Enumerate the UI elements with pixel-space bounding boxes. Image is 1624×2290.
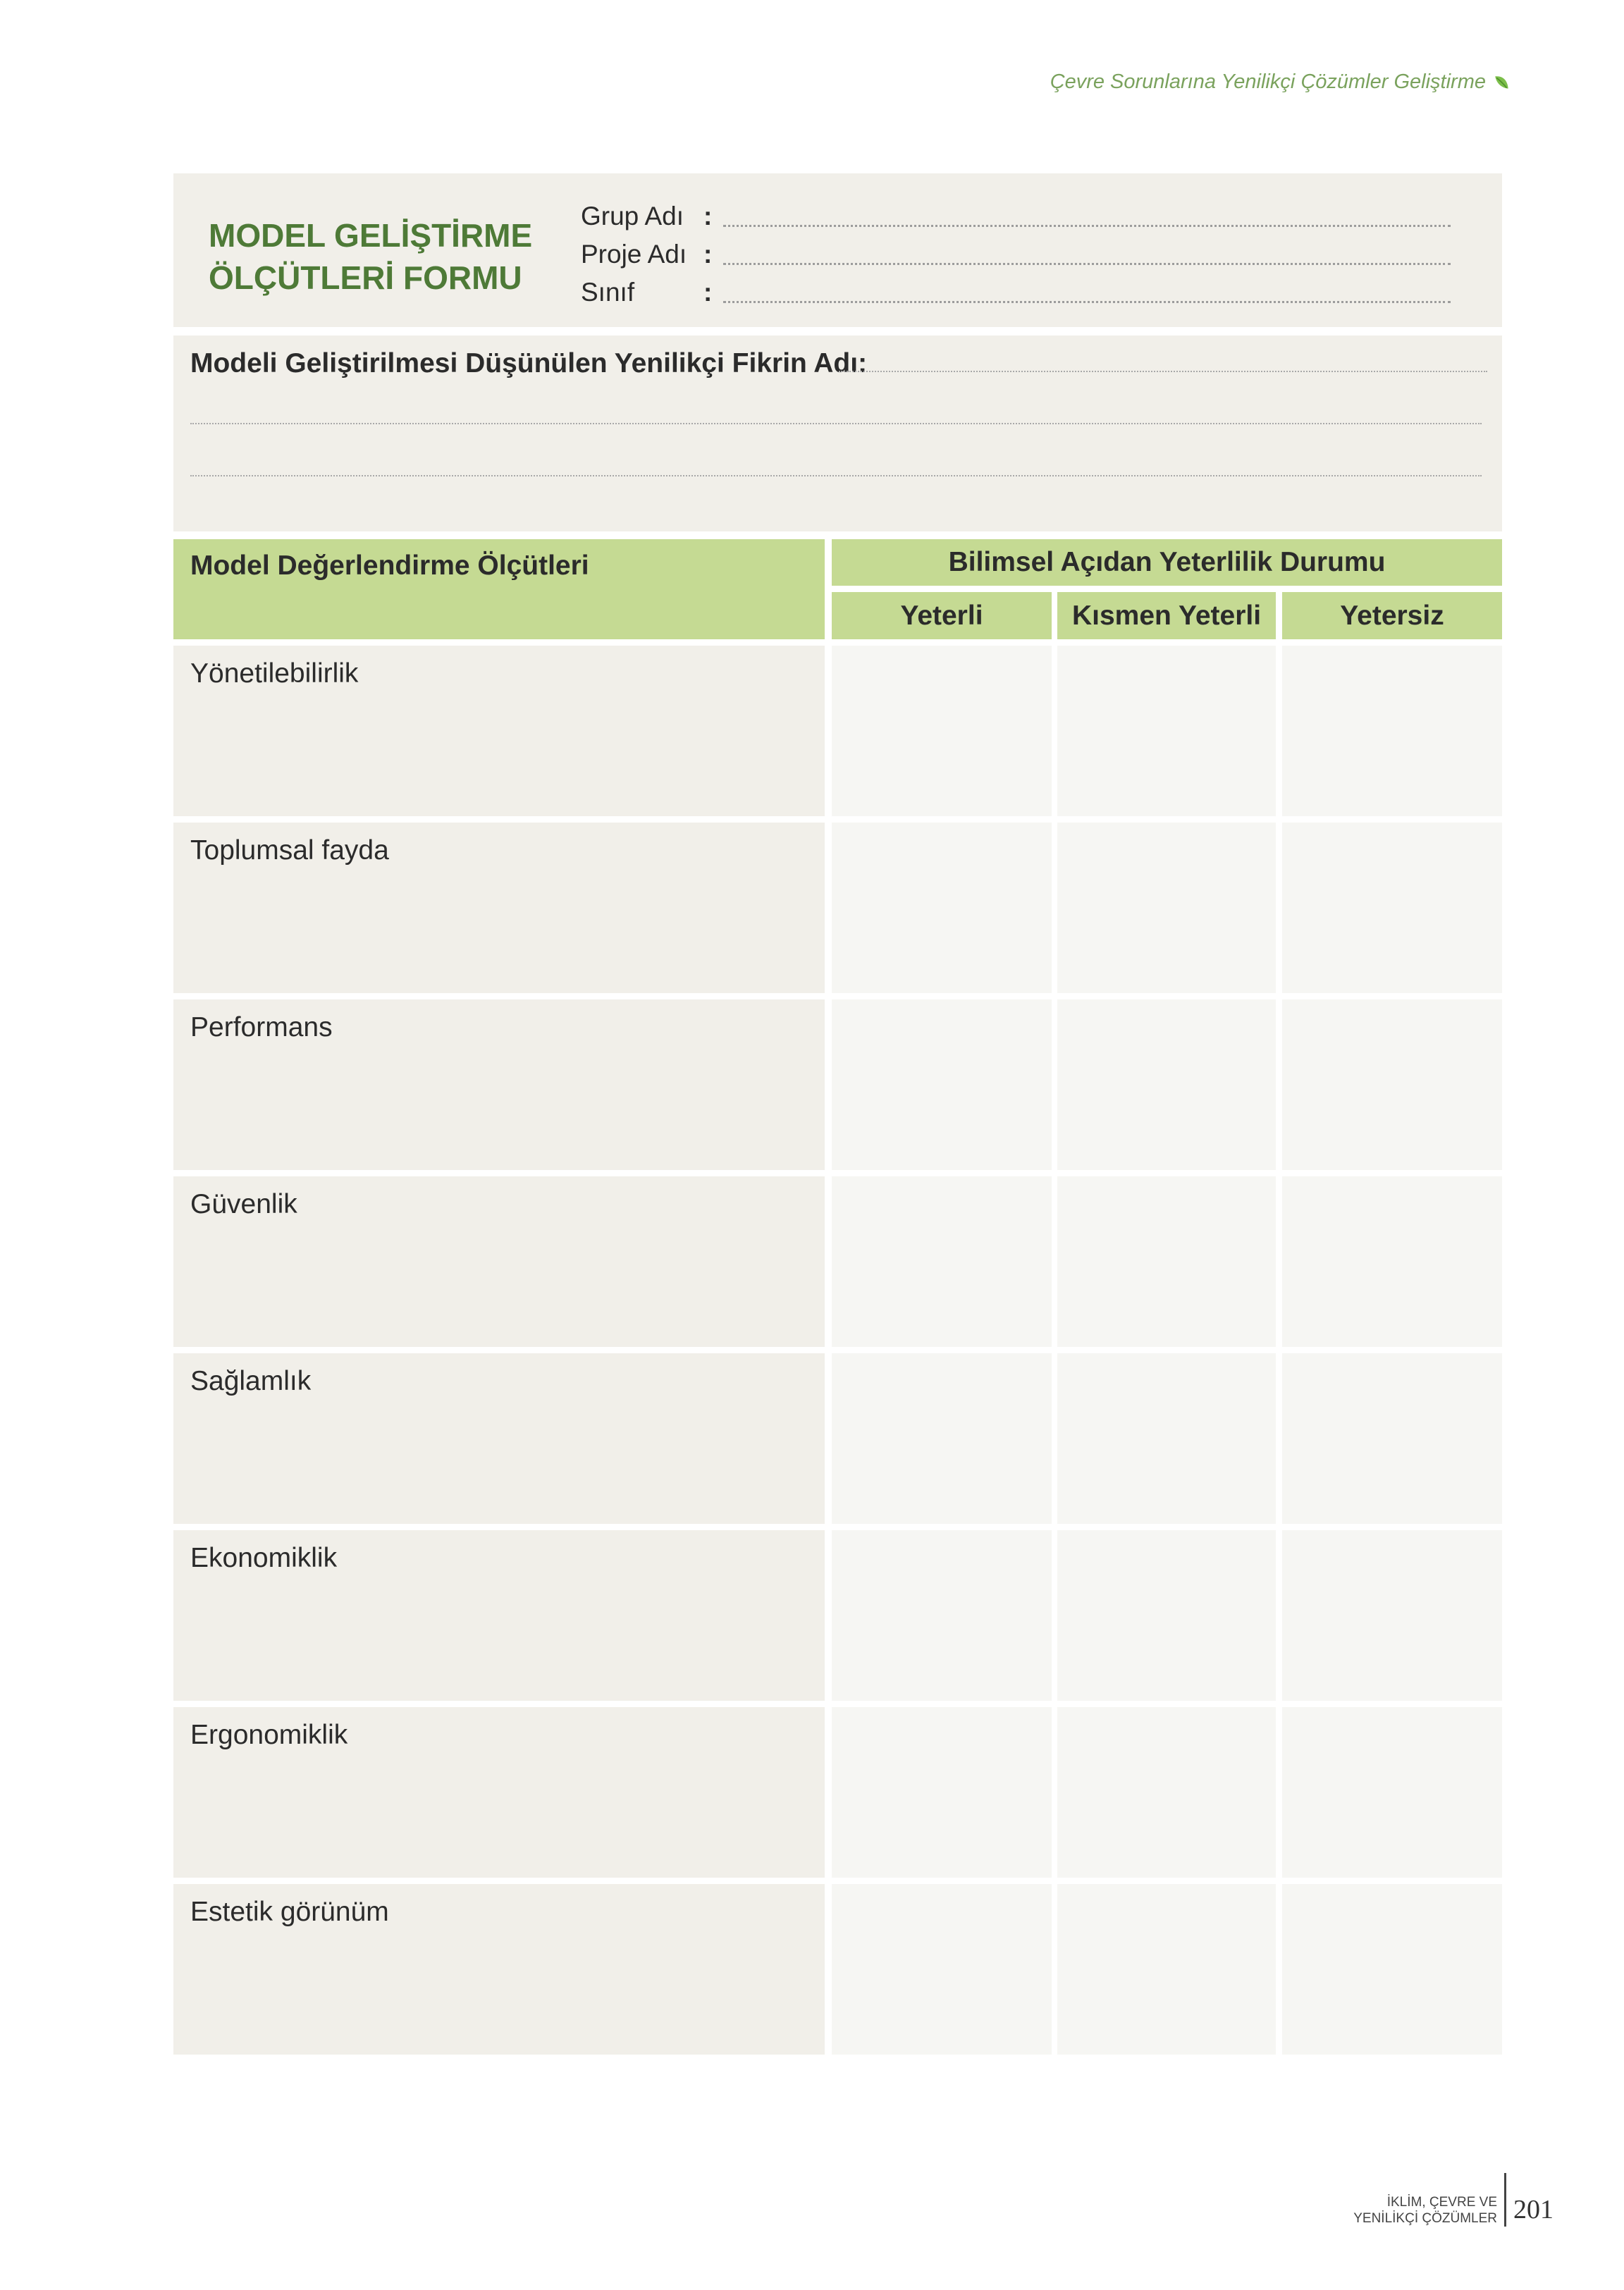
idea-name-input-line-2[interactable]: [190, 423, 1482, 424]
sufficient-cell[interactable]: [832, 999, 1052, 1170]
column-header-insufficient: [1282, 592, 1502, 639]
criteria-label: Yönetilebilirlik: [190, 658, 359, 689]
project-name-field[interactable]: [581, 237, 1451, 272]
column-header-label: Yeterli: [900, 600, 983, 631]
field-colon: :: [703, 202, 713, 230]
criteria-cell: [173, 1707, 825, 1878]
field-colon: :: [703, 278, 713, 307]
sufficient-cell[interactable]: [832, 823, 1052, 993]
criteria-cell: [173, 1884, 825, 2055]
insufficient-cell[interactable]: [1282, 1530, 1502, 1701]
page-number: 201: [1513, 2195, 1554, 2224]
insufficient-cell[interactable]: [1282, 1176, 1502, 1347]
criteria-cell: [173, 1530, 825, 1701]
field-label: Sınıf: [581, 278, 635, 307]
partially-sufficient-cell[interactable]: [1057, 1707, 1276, 1878]
insufficient-cell[interactable]: [1282, 823, 1502, 993]
sufficient-cell[interactable]: [832, 1353, 1052, 1524]
page-footer: [1353, 2173, 1554, 2227]
project-name-input[interactable]: [723, 245, 1451, 265]
partially-sufficient-cell[interactable]: [1057, 1884, 1276, 2055]
criteria-cell: [173, 823, 825, 993]
criteria-label: Toplumsal fayda: [190, 835, 389, 866]
field-label: Proje Adı: [581, 240, 687, 269]
column-header-label: Yetersiz: [1340, 600, 1444, 631]
column-header-sufficient: [832, 592, 1052, 639]
partially-sufficient-cell[interactable]: [1057, 1530, 1276, 1701]
partially-sufficient-cell[interactable]: [1057, 999, 1276, 1170]
field-label: Grup Adı: [581, 202, 684, 230]
leaf-icon: [1493, 73, 1511, 92]
criteria-label: Ergonomiklik: [190, 1720, 348, 1750]
insufficient-cell[interactable]: [1282, 1884, 1502, 2055]
partially-sufficient-cell[interactable]: [1057, 823, 1276, 993]
criteria-label: Estetik görünüm: [190, 1897, 389, 1927]
class-field[interactable]: [581, 275, 1451, 310]
sufficient-cell[interactable]: [832, 646, 1052, 816]
sufficient-cell[interactable]: [832, 1884, 1052, 2055]
criteria-label: Sağlamlık: [190, 1366, 312, 1396]
idea-name-input-line-1[interactable]: [839, 371, 1487, 372]
sufficient-cell[interactable]: [832, 1530, 1052, 1701]
criteria-label: Güvenlik: [190, 1189, 297, 1219]
criteria-cell: [173, 999, 825, 1170]
sufficient-cell[interactable]: [832, 1707, 1052, 1878]
criteria-cell: [173, 1176, 825, 1347]
group-name-field[interactable]: [581, 199, 1451, 234]
running-title: Çevre Sorunlarına Yenilikçi Çözümler Geliştirme: [1050, 70, 1486, 93]
group-name-input[interactable]: [723, 207, 1451, 227]
insufficient-cell[interactable]: [1282, 646, 1502, 816]
criteria-label: Ekonomiklik: [190, 1543, 338, 1573]
running-head: [1050, 70, 1511, 94]
form-title-line-1: MODEL GELİŞTİRME: [209, 217, 533, 254]
field-colon: :: [703, 240, 713, 269]
criteria-cell: [173, 1353, 825, 1524]
criteria-header-label: Model Değerlendirme Ölçütleri: [190, 550, 589, 581]
class-input[interactable]: [723, 283, 1451, 303]
column-header-partially-sufficient: [1057, 592, 1276, 639]
form-header-panel: [173, 173, 1502, 327]
partially-sufficient-cell[interactable]: [1057, 1353, 1276, 1524]
form-title: [209, 214, 561, 299]
criteria-header: [173, 539, 825, 639]
idea-name-label: Modeli Geliştirilmesi Düşünülen Yenilikçi Fikrin Adı:: [190, 348, 868, 378]
insufficient-cell[interactable]: [1282, 1707, 1502, 1878]
partially-sufficient-cell[interactable]: [1057, 1176, 1276, 1347]
sufficient-cell[interactable]: [832, 1176, 1052, 1347]
book-title-line-1: İKLİM, ÇEVRE VE: [1386, 2195, 1497, 2210]
insufficient-cell[interactable]: [1282, 1353, 1502, 1524]
book-title: [1353, 2173, 1504, 2227]
book-title-line-2: YENİLİKÇİ ÇÖZÜMLER: [1353, 2211, 1497, 2226]
form-title-line-2: ÖLÇÜTLERİ FORMU: [209, 259, 522, 296]
idea-name-input-line-3[interactable]: [190, 475, 1482, 476]
partially-sufficient-cell[interactable]: [1057, 646, 1276, 816]
column-header-label: Kısmen Yeterli: [1071, 600, 1262, 631]
criteria-cell: [173, 646, 825, 816]
status-header-label: Bilimsel Açıdan Yeterlilik Durumu: [948, 547, 1386, 577]
status-header: [832, 539, 1502, 586]
idea-name-panel: [173, 336, 1502, 531]
insufficient-cell[interactable]: [1282, 999, 1502, 1170]
criteria-label: Performans: [190, 1012, 333, 1042]
